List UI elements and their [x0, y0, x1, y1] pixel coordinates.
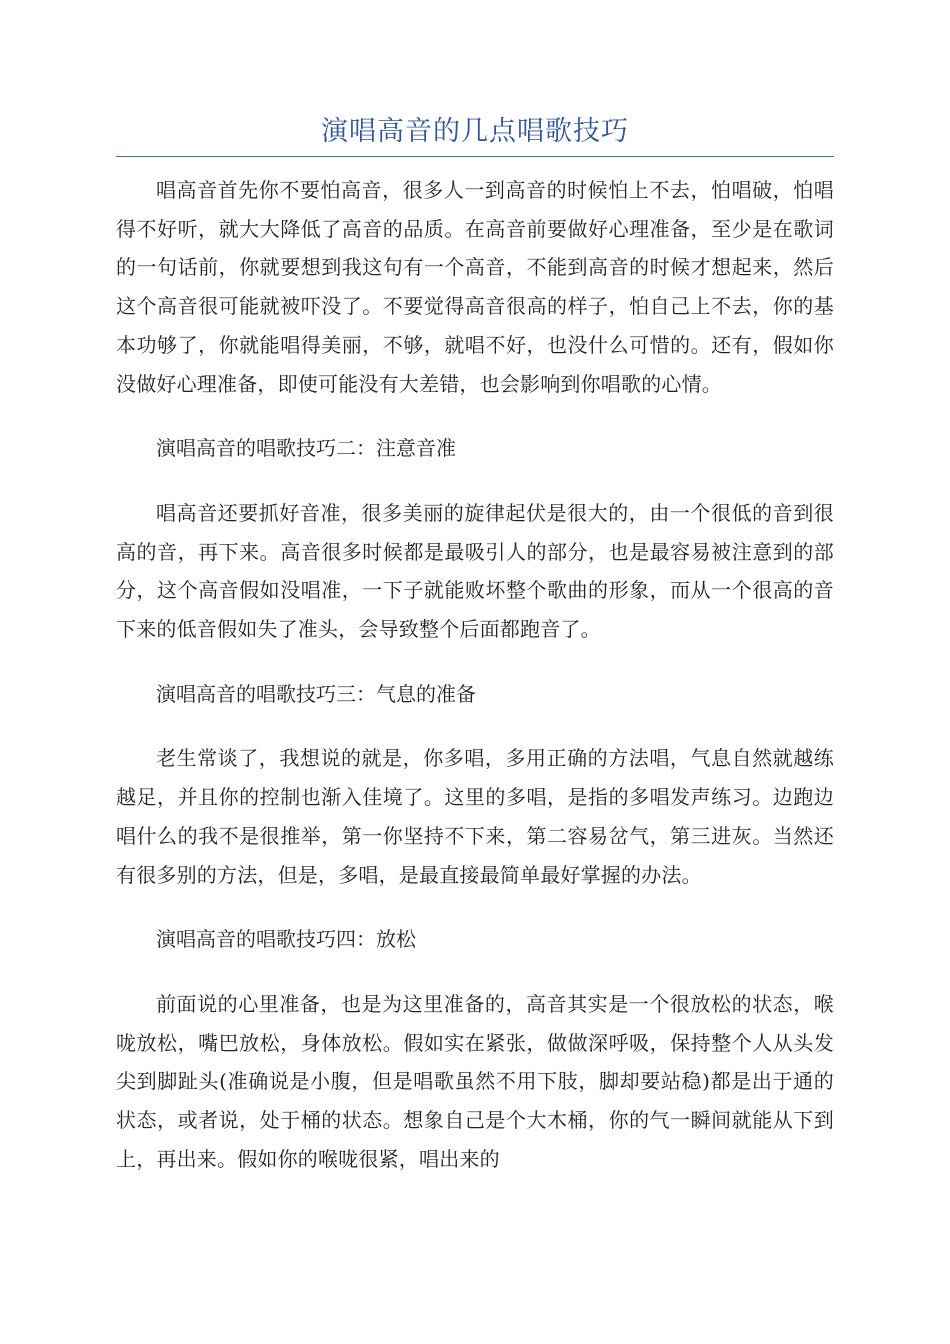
paragraph-4: 前面说的心里准备，也是为这里准备的，高音其实是一个很放松的状态，喉咙放松，嘴巴放松，身体放松。假如实在紧张，做做深呼吸，保持整个人从头发尖到脚趾头(准确说是小腹，但是唱歌虽然不用下肢，脚却要站稳)都是出于通的状态，或者说，处于桶的状态。想象自己是个大木桶，你的气一瞬间就能从下到上，再出来。假如你的喉咙很紧，唱出来的: [116, 991, 834, 1171]
paragraph-2: 唱高音还要抓好音准，很多美丽的旋律起伏是很大的，由一个很低的音到很高的音，再下来。高音很多时候都是最吸引人的部分，也是最容易被注意到的部分，这个高音假如没唱准，一下子就能败坏整个歌曲的形象，而从一个很高的音下来的低音假如失了准头，会导致整个后面都跑音了。: [116, 500, 834, 642]
paragraph-1: 唱高音首先你不要怕高音，很多人一到高音的时候怕上不去，怕唱破，怕唱得不好听，就大大降低了高音的品质。在高音前要做好心理准备，至少是在歌词的一句话前，你就要想到我这句有一个高音，不能到高音的时候才想起来，然后这个高音很可能就被吓没了。不要觉得高音很高的样子，怕自己上不去，你的基本功够了，你就能唱得美丽，不够，就唱不好，也没什么可惜的。还有，假如你没做好心理准备，即使可能没有大差错，也会影响到你唱歌的心情。: [116, 178, 834, 396]
section-heading-4: 演唱高音的唱歌技巧四：放松: [156, 927, 416, 952]
section-heading-2: 演唱高音的唱歌技巧二：注意音准: [156, 436, 456, 461]
page-title: 演唱高音的几点唱歌技巧: [321, 116, 629, 147]
title-block: [116, 112, 834, 157]
document-body: [116, 171, 834, 1204]
paragraph-3: 老生常谈了，我想说的就是，你多唱，多用正确的方法唱，气息自然就越练越足，并且你的控制也渐入佳境了。这里的多唱，是指的多唱发声练习。边跑边唱什么的我不是很推举，第一你坚持不下来，第二容易岔气，第三进灰。当然还有很多别的方法，但是，多唱，是最直接最简单最好掌握的办法。: [116, 746, 834, 887]
section-heading-3: 演唱高音的唱歌技巧三：气息的准备: [156, 681, 476, 706]
